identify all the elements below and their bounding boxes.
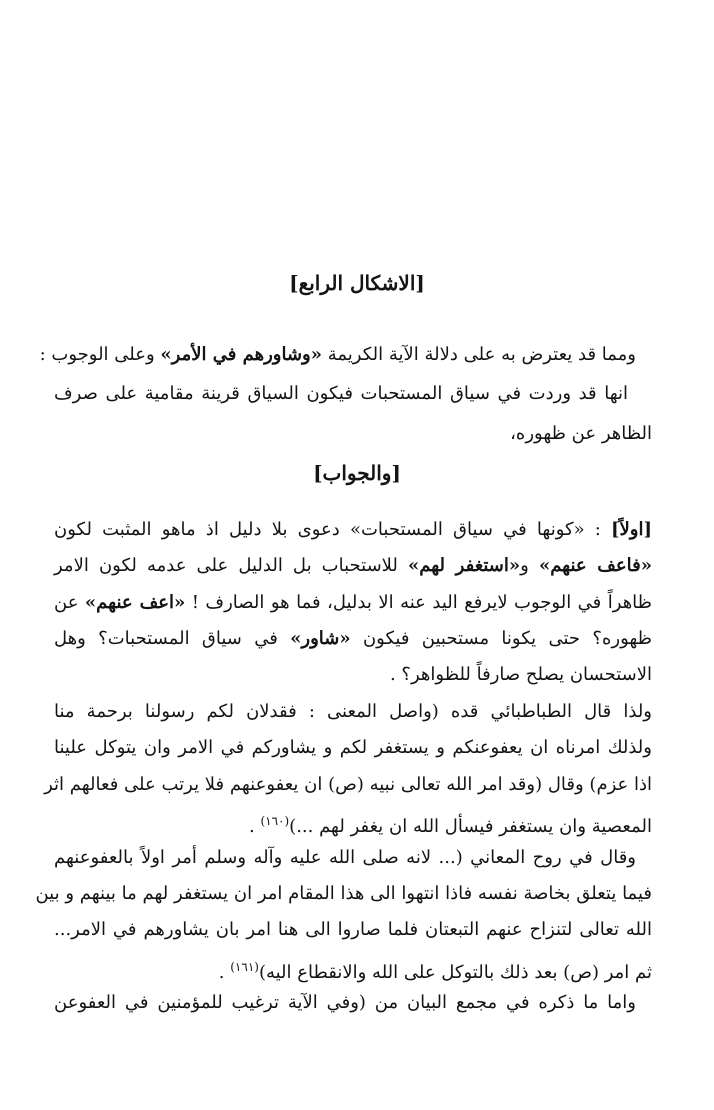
- tabatabai-text: المعصية وان يستغفر فيسأل الله ان يغفر لهم ...): [289, 816, 652, 837]
- tabatabai-line-3: اذا عزم) وقال (وقد امر الله تعالى نبيه (ص) ان يعفوعنهم فلا يرتب على فعالهم اثر: [44, 774, 652, 795]
- quran-quote: «اعف عنهم»: [84, 592, 186, 613]
- period: .: [249, 816, 261, 837]
- answer-text: للاستحباب بل الدليل على عدمه لكون الامر: [54, 555, 408, 576]
- intro-line-3: الظاهر عن ظهوره،: [510, 423, 652, 444]
- section-heading-answer: [والجواب]: [313, 461, 401, 485]
- quran-quote: «فاعف عنهم»: [538, 555, 652, 576]
- answer-line-3: [54, 588, 652, 618]
- quran-quote: «استغفر لهم»: [408, 555, 521, 576]
- answer-text: في سياق المستحبات؟ وهل: [54, 628, 291, 649]
- intro-text: وعلى الوجوب :: [39, 344, 161, 365]
- ruh-line-2: فيما يتعلق بخاصة نفسه فاذا انتهوا الى هذا المقام امر ان يستغفر لهم ما بينهم و بين: [35, 883, 652, 904]
- answer-line-2: [54, 551, 652, 581]
- intro-line-2: انها قد وردت في سياق المستحبات فيكون السياق قرينة مقامية على صرف: [54, 383, 628, 404]
- intro-line-1: [39, 340, 636, 370]
- ruh-line-3: الله تعالى لتنزاح عنهم التبعتان فلما صاروا الى هنا امر بان يشاورهم في الامر...: [54, 919, 652, 940]
- answer-label: [اولاً]: [611, 519, 652, 540]
- section-heading-fourth-problem: [الاشكال الرابع]: [289, 271, 425, 295]
- tabatabai-line-1: ولذا قال الطباطبائي قده (واصل المعنى : فقدلان لكم رسولنا برحمة منا: [54, 701, 652, 722]
- answer-line-1: [54, 515, 652, 545]
- tabatabai-line-4: [54, 806, 652, 842]
- period: .: [218, 962, 231, 983]
- ruh-line-4: [54, 952, 652, 988]
- answer-text: عن: [54, 592, 85, 613]
- footnote-ref-160[interactable]: (١٦٠): [260, 814, 290, 828]
- ruh-line-1: وقال في روح المعاني (... لانه صلى الله عليه وآله وسلم أمر اولاً بالعفوعنهم: [54, 847, 636, 868]
- answer-line-5: الاستحسان يصلح صارفاً للظواهر؟ .: [389, 664, 652, 685]
- answer-text: ظاهراً في الوجوب لايرفع اليد عنه الا بدليل، فما هو الصارف !: [185, 592, 652, 613]
- footnote-ref-161[interactable]: (١٦١): [230, 960, 259, 974]
- answer-text: و: [520, 555, 539, 576]
- majma-line-1: واما ما ذكره في مجمع البيان من (وفي الآية ترغيب للمؤمنين في العفوعن: [54, 992, 636, 1013]
- quran-quote: «شاور»: [290, 628, 351, 649]
- intro-text: ومما قد يعترض به على دلالة الآية الكريمة: [322, 344, 636, 365]
- tabatabai-line-2: ولذلك امرناه ان يعفوعنكم و يستغفر لكم و يشاوركم في الامر وان يتوكل علينا: [54, 737, 652, 758]
- answer-text: ظهوره؟ حتى يكونا مستحبين فيكون: [350, 628, 652, 649]
- ruh-text: ثم امر (ص) بعد ذلك بالتوكل على الله والانقطاع اليه): [258, 962, 652, 983]
- quran-quote: «وشاورهم في الأمر»: [160, 344, 322, 365]
- answer-text: : «كونها في سياق المستحبات» دعوى بلا دليل اذ ماهو المثبت لكون: [54, 519, 611, 540]
- answer-line-4: [54, 624, 652, 654]
